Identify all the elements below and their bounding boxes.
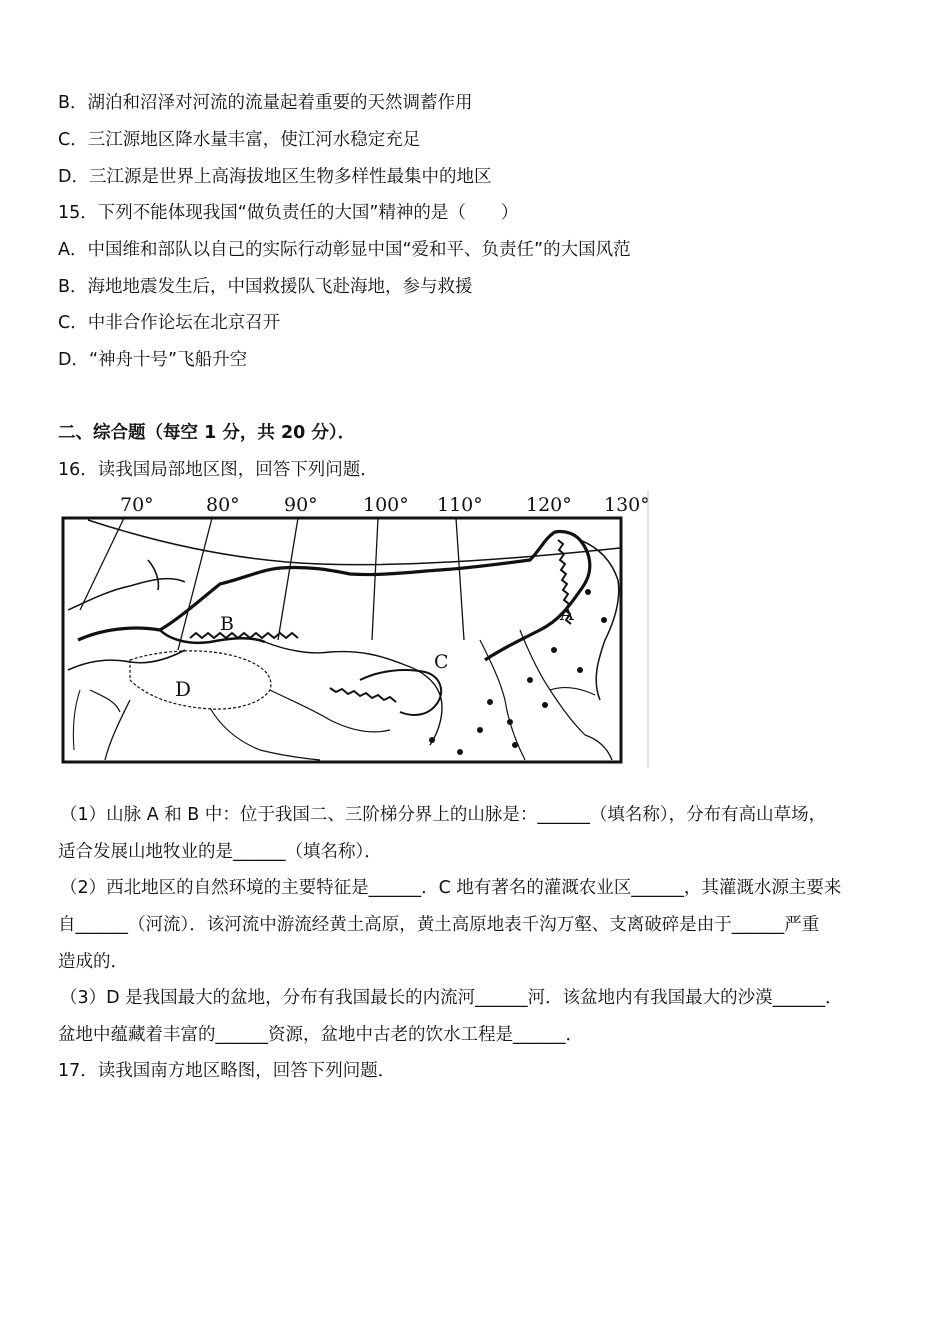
longitude-label-80: 80° <box>206 494 240 516</box>
q14-option-c: C．三江源地区降水量丰富，使江河水稳定充足 <box>58 130 421 150</box>
longitude-label-120: 120° <box>526 494 572 516</box>
q16-part2-line1: （2）西北地区的自然环境的主要特征是______．C 地有著名的灌溉农业区______，其灌溉水源主要来 <box>60 878 842 898</box>
map-linework <box>68 518 620 760</box>
q14-option-b: B．湖泊和沼泽对河流的流量起着重要的天然调蓄作用 <box>58 93 473 113</box>
regional-map <box>60 490 650 768</box>
q17-stem: 17．读我国南方地区略图，回答下列问题． <box>58 1061 396 1081</box>
longitude-label-100: 100° <box>363 494 409 516</box>
map-label-a: A <box>560 603 574 625</box>
map-label-d: D <box>175 677 192 701</box>
q15-option-a: A．中国维和部队以自己的实际行动彰显中国“爱和平、负责任”的大国风范 <box>58 240 631 260</box>
q16-part2-line3: 造成的． <box>58 952 128 972</box>
q14-option-d: D．三江源是世界上高海拔地区生物多样性最集中的地区 <box>58 167 492 187</box>
q16-part1-line2: 适合发展山地牧业的是______（填名称）． <box>58 842 382 862</box>
q15-option-d: D．“神舟十号”飞船升空 <box>58 350 248 370</box>
longitude-label-90: 90° <box>284 494 318 516</box>
map-label-b: B <box>220 613 234 635</box>
map-label-c: C <box>434 651 449 673</box>
q16-stem: 16．读我国局部地区图，回答下列问题． <box>58 460 378 480</box>
q15-option-c: C．中非合作论坛在北京召开 <box>58 313 281 333</box>
q16-part3-line2: 盆地中蕴藏着丰富的______资源，盆地中古老的饮水工程是______． <box>58 1025 583 1045</box>
section-title: 二、综合题（每空 1 分，共 20 分）． <box>58 423 356 443</box>
q15-stem: 15．下列不能体现我国“做负责任的大国”精神的是（ ） <box>58 203 519 223</box>
q16-part3-line1: （3）D 是我国最大的盆地，分布有我国最长的内流河______河．该盆地内有我国最大的沙漠______． <box>60 988 843 1008</box>
q16-part2-line2: 自______（河流）．该河流中游流经黄土高原，黄土高原地表千沟万壑、支离破碎是由于______严重 <box>58 915 820 935</box>
longitude-label-130: 130° <box>604 494 650 516</box>
longitude-label-70: 70° <box>120 494 154 516</box>
longitude-label-110: 110° <box>437 494 483 516</box>
map-figure <box>60 490 650 768</box>
q15-option-b: B．海地地震发生后，中国救援队飞赴海地，参与救援 <box>58 277 473 297</box>
q16-part1-line1: （1）山脉 A 和 B 中：位于我国二、三阶梯分界上的山脉是：______（填名称），分布有高山草场， <box>60 805 827 825</box>
